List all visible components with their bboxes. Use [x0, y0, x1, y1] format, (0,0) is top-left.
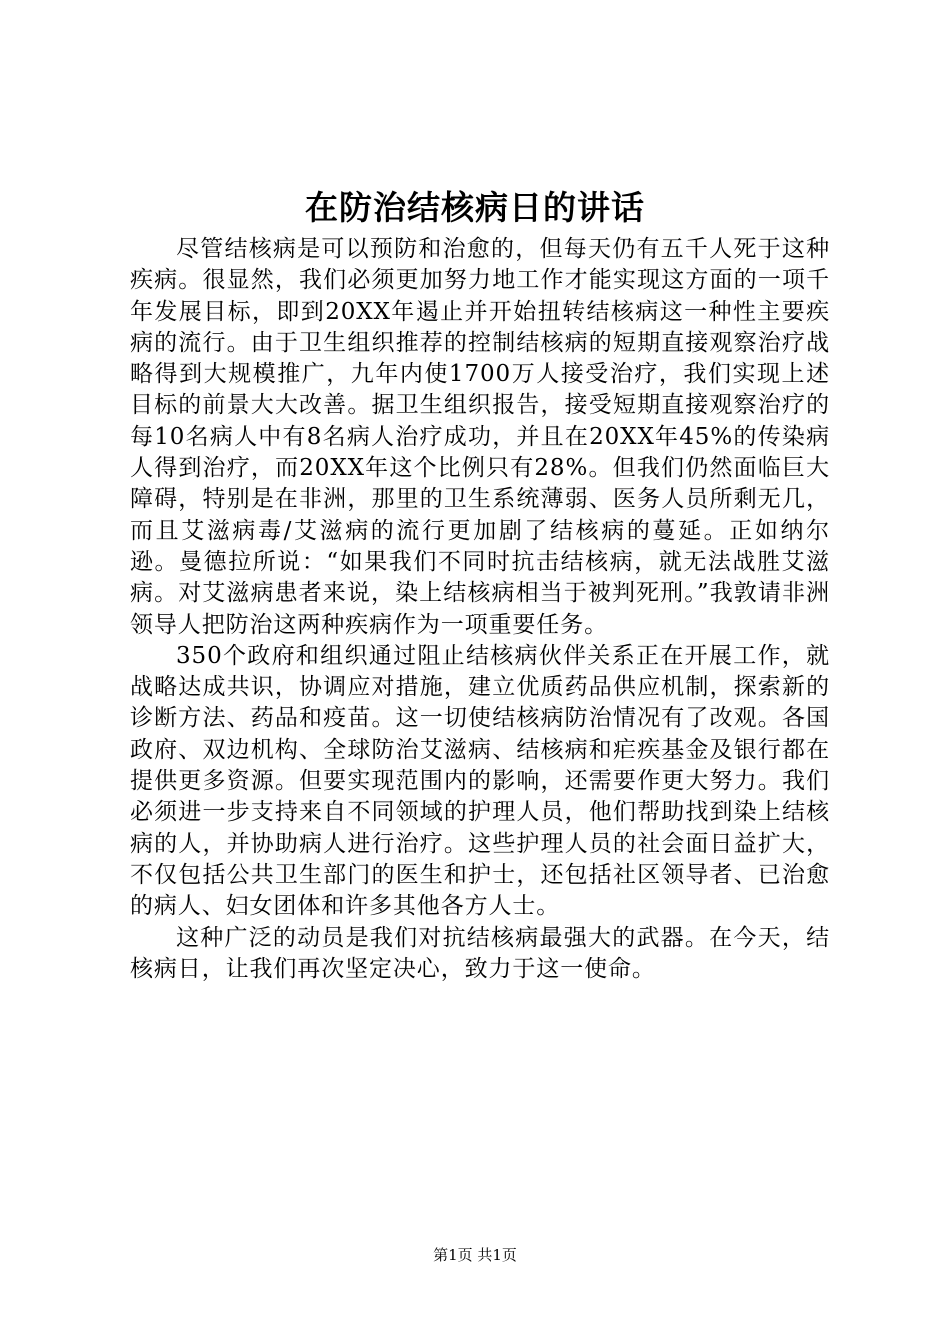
paragraph-1: 尽管结核病是可以预防和治愈的，但每天仍有五千人死于这种疾病。很显然，我们必须更加努力地工作才能实现这方面的一项千年发展目标，即到20XX年遏止并开始扭转结核病这一种性主要疾病的流行。由于卫生组织推荐的控制结核病的短期直接观察治疗战略得到大规模推广，九年内使1700万人接受治疗，我们实现上述目标的前景大大改善。据卫生组织报告，接受短期直接观察治疗的每10名病人中有8名病人治疗成功，并且在20XX年45%的传染病人得到治疗，而20XX年这个比例只有28%。但我们仍然面临巨大障碍，特别是在非洲，那里的卫生系统薄弱、医务人员所剩无几，而且艾滋病毒/艾滋病的流行更加剧了结核病的蔓延。正如纳尔逊。曼德拉所说：“如果我们不同时抗击结核病，就无法战胜艾滋病。对艾滋病患者来说，染上结核病相当于被判死刑。”我敦请非洲领导人把防治这两种疾病作为一项重要任务。 [130, 236, 830, 638]
document-body [130, 234, 830, 985]
document-title: 在防治结核病日的讲话 [305, 188, 645, 227]
paragraph-3: 这种广泛的动员是我们对抗结核病最强大的武器。在今天，结核病日，让我们再次坚定决心，致力于这一使命。 [130, 924, 830, 982]
page-footer: 第1页 共1页 [433, 1246, 517, 1264]
paragraph-2: 350个政府和组织通过阻止结核病伙伴关系正在开展工作，就战略达成共识，协调应对措施，建立优质药品供应机制，探索新的诊断方法、药品和疫苗。这一切使结核病防治情况有了改观。各国政府、双边机构、全球防治艾滋病、结核病和疟疾基金及银行都在提供更多资源。但要实现范围内的影响，还需要作更大努力。我们必须进一步支持来自不同领域的护理人员，他们帮助找到染上结核病的人，并协助病人进行治疗。这些护理人员的社会面日益扩大，不仅包括公共卫生部门的医生和护士，还包括社区领导者、已治愈的病人、妇女团体和许多其他各方人士。 [130, 642, 830, 920]
